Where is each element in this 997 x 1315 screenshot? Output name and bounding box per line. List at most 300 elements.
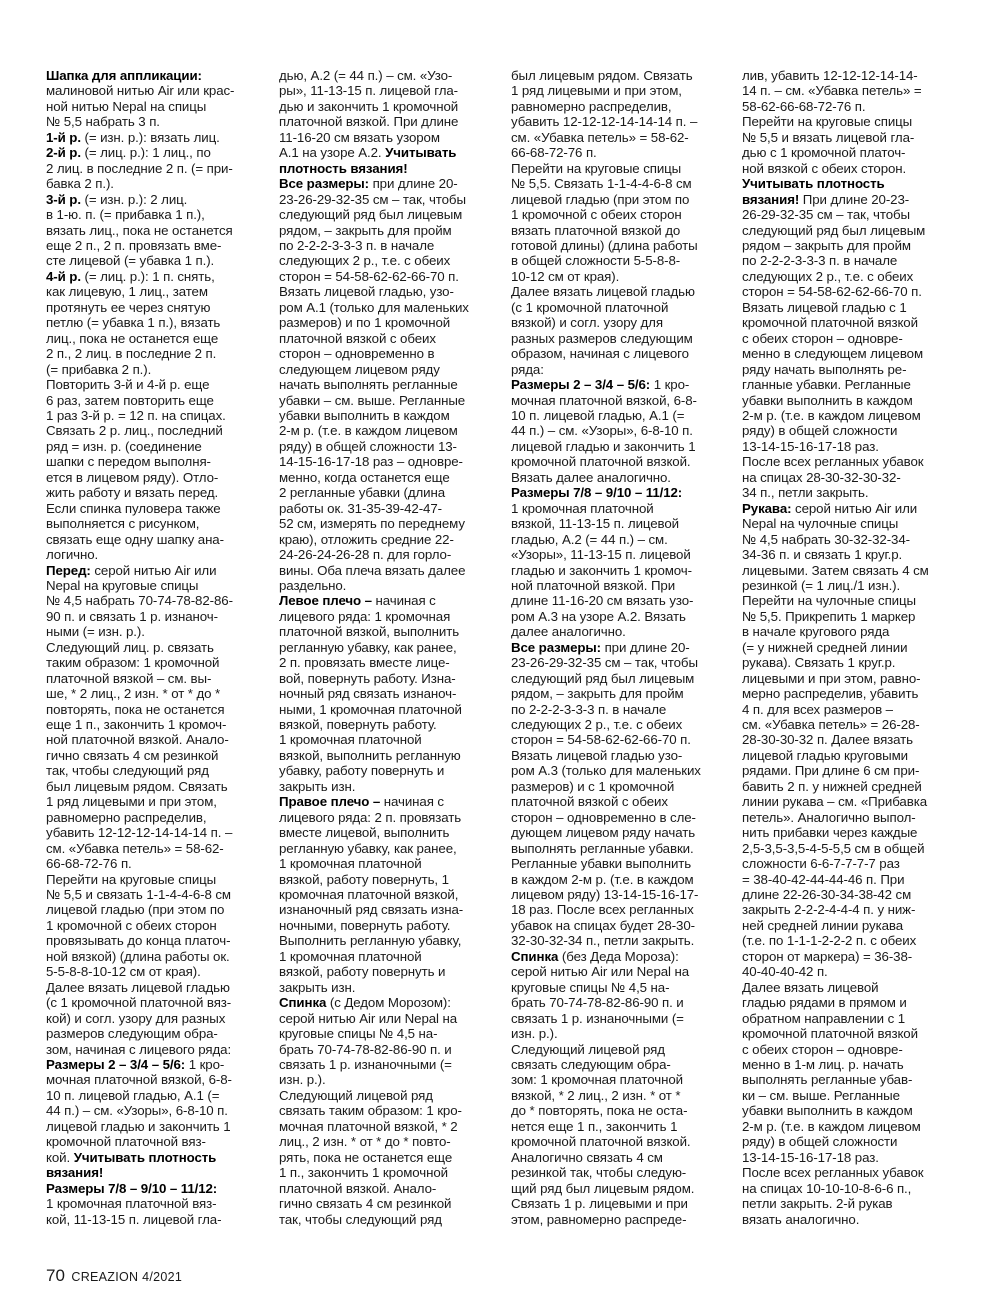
text-line <box>46 114 261 129</box>
body-text: регланную убавку, как ранее, <box>279 840 457 856</box>
body-text: готовой длины) (длина работы <box>511 237 698 253</box>
body-text: малиновой нитью Air или крас- <box>46 83 235 99</box>
text-line <box>279 331 494 346</box>
body-text: 2 п., 2 лиц. в последние 2 п. <box>46 346 217 362</box>
text-line <box>46 130 261 145</box>
text-line <box>279 377 494 392</box>
text-line <box>279 1103 494 1118</box>
body-text: линии рукава – см. «Прибавка <box>742 794 927 810</box>
text-line <box>46 223 261 238</box>
text-line <box>511 547 726 562</box>
body-text: по 2-2-2-3-3-3 п. в начале <box>742 253 898 269</box>
text-line <box>279 763 494 778</box>
text-line <box>511 1011 726 1026</box>
body-text: ными (= изн. р.). <box>46 624 145 640</box>
body-text: далее аналогично. <box>511 624 626 640</box>
text-line <box>46 640 261 655</box>
body-text: с обеих сторон – одновре- <box>742 1041 903 1057</box>
body-text: (= у нижней средней линии <box>742 639 908 655</box>
body-text: вместе лицевой, выполнить <box>279 825 450 841</box>
body-text: лицевыми. Затем связать 4 см <box>742 562 929 578</box>
body-text: убавки выполнить в каждом <box>742 1103 913 1119</box>
text-line <box>742 1026 957 1041</box>
body-text: следующих 2 р., т.е. с обеих <box>511 717 683 733</box>
body-text: ряд = изн. р. (соединение <box>46 438 202 454</box>
text-line <box>46 779 261 794</box>
text-line <box>742 161 957 176</box>
text-line <box>742 717 957 732</box>
text-line <box>742 593 957 608</box>
text-line <box>279 161 494 176</box>
bold-heading-text: вязания! <box>46 1165 104 1181</box>
body-text: гладью рядами в прямом и <box>742 995 907 1011</box>
text-line <box>46 300 261 315</box>
body-text: При длине 20-23- <box>799 191 910 207</box>
text-line <box>511 1042 726 1057</box>
text-line <box>511 454 726 469</box>
text-line <box>279 1011 494 1026</box>
text-line <box>279 872 494 887</box>
text-line <box>511 1181 726 1196</box>
text-line <box>46 501 261 516</box>
body-text: Вязать лицевой гладью узо- <box>511 747 683 763</box>
text-line <box>46 454 261 469</box>
body-text: так, чтобы следующий ряд <box>46 763 209 779</box>
text-line <box>46 578 261 593</box>
body-text: еще 1 п., закончить 1 кромоч- <box>46 717 227 733</box>
text-line <box>742 655 957 670</box>
text-line <box>46 980 261 995</box>
body-text: брать 70-74-78-82-86-90 п. и <box>279 1041 452 1057</box>
body-text: убавку, работу повернуть и <box>279 763 445 779</box>
body-text: 2-м р. (т.е. в каждом лицевом <box>742 407 921 423</box>
text-line <box>46 748 261 763</box>
text-line <box>279 856 494 871</box>
body-text: мочная платочной вязкой, 6-8- <box>511 392 697 408</box>
text-line <box>46 732 261 747</box>
body-text: Перейти на круговые спицы <box>46 871 217 887</box>
text-line <box>279 1072 494 1087</box>
body-text: лив, убавить 12-12-12-14-14- <box>742 68 918 83</box>
text-line <box>279 1134 494 1149</box>
text-line <box>279 902 494 917</box>
text-line <box>511 145 726 160</box>
text-line <box>279 1088 494 1103</box>
text-line <box>511 902 726 917</box>
text-line <box>511 980 726 995</box>
text-line <box>742 887 957 902</box>
body-text: шапки с передом выполня- <box>46 454 211 470</box>
body-text: вязкой, повернуть работу. <box>279 717 437 733</box>
body-text: вязкой, выполнить регланную <box>279 747 461 763</box>
body-text: таким образом: 1 кромочной <box>46 655 220 671</box>
body-text: ром А.3 на узоре А.2. Вязать <box>511 608 686 624</box>
text-line <box>742 207 957 222</box>
text-line <box>279 593 494 608</box>
bold-heading-text: Учитывать плотность <box>73 1149 217 1165</box>
body-text: 4 п. для всех размеров – <box>742 701 893 717</box>
bold-heading-text: 3-й р. <box>46 191 81 207</box>
text-line <box>279 995 494 1010</box>
body-text: связать 1 р. изнаночными (= <box>279 1057 452 1072</box>
body-text: см. «Убавка петель» = 26-28- <box>742 717 920 733</box>
body-text: Далее вязать лицевой <box>742 979 879 995</box>
text-line <box>46 1103 261 1118</box>
body-text: ше, * 2 лиц., 2 изн. * от * до * <box>46 686 221 702</box>
text-line <box>511 1057 726 1072</box>
text-line <box>511 516 726 531</box>
text-line <box>742 315 957 330</box>
body-text: раздельно. <box>279 577 347 593</box>
text-line <box>46 377 261 392</box>
bold-heading-text: Размеры 7/8 – 9/10 – 11/12: <box>46 1180 218 1196</box>
text-line <box>511 284 726 299</box>
body-text: лиц., 2 изн. * от * до * повто- <box>279 1134 451 1150</box>
body-text: ром А.1 (только для маленьких <box>279 299 469 315</box>
text-line <box>46 346 261 361</box>
body-text: лиц., пока не останется еще <box>46 330 219 346</box>
body-text: ной платочной вязкой. Анало- <box>46 732 229 748</box>
text-line <box>511 732 726 747</box>
body-text: 23-26-29-32-35 см – так, чтобы <box>279 191 466 207</box>
text-line <box>742 532 957 547</box>
text-line <box>742 702 957 717</box>
text-line <box>279 748 494 763</box>
body-text: ной нитью Nepal на спицы <box>46 98 207 114</box>
text-line <box>511 748 726 763</box>
body-text: 1 кромочной с обеих сторон <box>46 917 217 933</box>
body-text: круговые спицы № 4,5 на- <box>279 1026 438 1042</box>
text-line <box>46 671 261 686</box>
body-text: повторять, пока не останется <box>46 701 225 717</box>
body-text: убавки – см. выше. Регланные <box>279 392 466 408</box>
body-text: 40-40-40-42 п. <box>742 964 828 980</box>
text-line <box>279 501 494 516</box>
text-line <box>279 702 494 717</box>
text-line <box>742 516 957 531</box>
body-text: лицевой гладью и закончить 1 <box>511 438 696 454</box>
text-line <box>742 485 957 500</box>
body-text: ней средней линии рукава <box>742 917 904 933</box>
text-line <box>511 655 726 670</box>
bold-heading-text: Размеры 2 – 3/4 – 5/6: <box>511 377 651 393</box>
text-line <box>279 223 494 238</box>
body-text: 24-26-24-26-28 п. для горло- <box>279 547 452 563</box>
body-text: по 2-2-2-3-3-3 п. в начале <box>511 701 667 717</box>
text-line <box>742 640 957 655</box>
bold-heading-text: 1-й р. <box>46 129 81 145</box>
text-line <box>511 671 726 686</box>
text-line <box>511 377 726 392</box>
body-text: Аналогично связать 4 см <box>511 1149 663 1165</box>
body-text: ночный ряд связать изнаноч- <box>279 686 457 702</box>
text-line <box>279 547 494 562</box>
text-line <box>279 269 494 284</box>
body-text: платочной вязкой с обеих <box>511 794 668 810</box>
text-line <box>511 501 726 516</box>
text-line <box>279 439 494 454</box>
body-text: платочной вязкой. Анало- <box>279 1180 437 1196</box>
text-column-3 <box>511 68 726 1227</box>
body-text: рядом, – закрыть для пройм <box>511 686 684 702</box>
body-text: логично. <box>46 547 99 563</box>
body-text: 1 кромочная платочной <box>279 732 422 748</box>
body-text: платочной вязкой, выполнить <box>279 624 460 640</box>
text-line <box>279 253 494 268</box>
text-line <box>742 578 957 593</box>
text-line <box>46 686 261 701</box>
body-text: 5-5-8-8-10-12 см от края). <box>46 964 201 980</box>
body-text: 11-16-20 см вязать узором <box>279 129 440 145</box>
text-line <box>742 346 957 361</box>
body-text: 2-м р. (т.е. в каждом лицевом <box>279 423 458 439</box>
text-line <box>279 393 494 408</box>
body-text: Следующий лицевой ряд <box>511 1041 665 1057</box>
body-text: 14 п. – см. «Убавка петель» = <box>742 83 922 99</box>
body-text: 44 п.) – см. «Узоры», 6-8-10 п. <box>46 1103 228 1119</box>
text-line <box>46 872 261 887</box>
body-text: следующий ряд был лицевым <box>279 207 463 223</box>
text-column-2 <box>279 68 494 1227</box>
body-text: 34-36 п. и связать 1 круг.р. <box>742 547 903 563</box>
body-text: кой. <box>46 1149 74 1165</box>
body-text: 52 см, измерять по переднему <box>279 516 465 532</box>
text-line <box>279 284 494 299</box>
text-line <box>511 995 726 1010</box>
body-text: 10 п. лицевой гладью, А.1 (= <box>46 1087 220 1103</box>
bold-heading-text: плотность вязания! <box>279 160 408 176</box>
text-line <box>279 532 494 547</box>
text-line <box>46 176 261 191</box>
text-line <box>279 470 494 485</box>
body-text: 10-12 см от края). <box>511 268 620 284</box>
body-text: еще 2 п., 2 п. провязать вме- <box>46 237 222 253</box>
body-text: (с 1 кромочной платочной <box>511 299 669 315</box>
text-line <box>279 717 494 732</box>
text-line <box>511 1088 726 1103</box>
body-text: После всех регланных убавок <box>742 1165 924 1181</box>
text-line <box>511 1165 726 1180</box>
body-text: был лицевым рядом. Связать <box>46 778 228 794</box>
body-text: дью и закончить 1 кромочной <box>279 98 459 114</box>
text-line <box>279 454 494 469</box>
text-line <box>46 856 261 871</box>
body-text: регланную убавку, как ранее, <box>279 639 457 655</box>
body-text: вязкой, работу повернуть и <box>279 964 446 980</box>
text-column-1 <box>46 68 261 1227</box>
bold-heading-text: Учитывать <box>385 145 457 161</box>
text-line <box>742 83 957 98</box>
text-line <box>279 655 494 670</box>
text-line <box>46 253 261 268</box>
text-line <box>279 609 494 624</box>
text-line <box>511 331 726 346</box>
body-text: 1 кромочная платочной <box>279 856 422 872</box>
text-line <box>742 1212 957 1227</box>
text-line <box>279 1150 494 1165</box>
body-text: рукава). Связать 1 круг.р. <box>742 655 896 671</box>
body-text: резинкой так, чтобы следую- <box>511 1165 687 1181</box>
body-text: размеров) и по 1 кромочной <box>279 315 451 331</box>
text-line <box>46 1011 261 1026</box>
text-line <box>742 454 957 469</box>
text-line <box>279 686 494 701</box>
text-line <box>742 192 957 207</box>
body-text: 13-14-15-16-17-18 раз. <box>742 1149 879 1165</box>
bold-heading-text: Учитывать плотность <box>742 176 885 192</box>
bold-heading-text: Перед: <box>46 562 91 578</box>
text-line <box>46 83 261 98</box>
text-line <box>46 933 261 948</box>
body-text: рядом, – закрыть для пройм <box>279 222 452 238</box>
text-line <box>742 748 957 763</box>
text-line <box>46 269 261 284</box>
body-text: щий ряд был лицевым рядом. <box>511 1180 695 1196</box>
body-text: вязать аналогично. <box>742 1211 860 1227</box>
body-text: на спицах 10-10-10-8-6-6 п., <box>742 1180 912 1196</box>
body-text: Вязать лицевой гладью с 1 <box>742 299 907 315</box>
body-text: № 5,5. Связать 1-1-4-4-6-8 см <box>511 176 692 192</box>
text-line <box>279 887 494 902</box>
body-text: ной вязкой с обеих сторон. <box>742 160 907 176</box>
body-text: лицевой гладью (при этом по <box>511 191 690 207</box>
text-line <box>279 980 494 995</box>
body-text: этом, равномерно распреде- <box>511 1211 687 1227</box>
text-line <box>742 1150 957 1165</box>
body-text: гично связать 4 см резинкой <box>279 1196 452 1212</box>
text-line <box>511 872 726 887</box>
body-text: сторон – одновременно в <box>279 346 435 362</box>
body-text: (без Деда Мороза): <box>558 948 679 964</box>
body-text: № 5,5 и вязать лицевой гла- <box>742 129 915 145</box>
body-text: изн. р.). <box>279 1072 326 1088</box>
body-text: Если спинка пуловера также <box>46 500 221 516</box>
body-text: «Узоры», 11-13-15 п. лицевой <box>511 547 691 563</box>
text-line <box>742 1042 957 1057</box>
text-line <box>511 1072 726 1087</box>
text-line <box>46 655 261 670</box>
body-text: обратном направлении с 1 <box>742 1010 906 1026</box>
bold-heading-text: Спинка <box>279 995 327 1011</box>
body-text: на спицах 28-30-32-30-32- <box>742 469 901 485</box>
text-line <box>511 269 726 284</box>
text-line <box>511 1212 726 1227</box>
text-line <box>279 192 494 207</box>
text-line <box>742 253 957 268</box>
body-text: № 5,5 и связать 1-1-4-4-6-8 см <box>46 887 231 903</box>
text-line <box>279 949 494 964</box>
body-text: Выполнить регланную убавку, <box>279 933 462 949</box>
body-text: Вязать лицевой гладью, узо- <box>279 284 454 300</box>
body-text: по 2-2-2-3-3-3 п. в начале <box>279 237 435 253</box>
text-line <box>279 1119 494 1134</box>
text-line <box>279 300 494 315</box>
text-column-4 <box>742 68 957 1227</box>
bold-heading-text: Рукава: <box>742 500 792 516</box>
body-text: лицевой гладью и закончить 1 <box>46 1118 231 1134</box>
bold-heading-text: 2-й р. <box>46 145 81 161</box>
text-line <box>46 841 261 856</box>
body-text: в начале кругового ряда <box>742 624 890 640</box>
text-line <box>511 856 726 871</box>
body-text: кромочной платочной вязкой <box>742 315 918 331</box>
body-text: петель». Аналогично выпол- <box>742 809 916 825</box>
body-text: 26-29-32-35 см – так, чтобы <box>742 207 910 223</box>
bold-heading-text: вязания! <box>742 191 800 207</box>
body-text: 32-30-32-34 п., петли закрыть. <box>511 933 695 949</box>
text-line <box>279 114 494 129</box>
text-line <box>511 532 726 547</box>
body-text: в каждом 2-м р. (т.е. в каждом <box>511 871 694 887</box>
text-line <box>46 331 261 346</box>
body-text: (с Дедом Морозом): <box>326 995 451 1011</box>
text-line <box>742 1072 957 1087</box>
body-text: гладью, А.2 (= 44 п.) – см. <box>511 531 668 547</box>
page-footer <box>46 1266 182 1286</box>
text-line <box>511 161 726 176</box>
text-line <box>511 1196 726 1211</box>
body-text: круговые спицы № 4,5 на- <box>511 979 670 995</box>
text-line <box>742 624 957 639</box>
body-text: убавить 12-12-12-14-14-14 п. – <box>46 825 233 841</box>
body-text: (т.е. по 1-1-1-2-2-2 п. с обеих <box>742 933 917 949</box>
text-line <box>511 825 726 840</box>
body-text: 10 п. лицевой гладью, А.1 (= <box>511 407 685 423</box>
bold-heading-text: Левое плечо – <box>279 593 372 609</box>
body-text: убавки выполнить в каждом <box>279 407 450 423</box>
text-line <box>46 68 261 83</box>
text-line <box>279 516 494 531</box>
body-text: 2 п. провязать вместе лице- <box>279 655 450 671</box>
body-text: зом, начиная с лицевого ряда: <box>46 1041 232 1057</box>
text-line <box>511 841 726 856</box>
body-text: гланные убавки. Регланные <box>742 377 911 393</box>
body-text: вины. Оба плеча вязать далее <box>279 562 466 578</box>
text-line <box>279 1181 494 1196</box>
text-line <box>742 223 957 238</box>
body-text: 6 раз, затем повторить еще <box>46 392 214 408</box>
text-line <box>511 83 726 98</box>
text-line <box>742 362 957 377</box>
body-text: 1 кромочная платочной <box>511 500 654 516</box>
text-line <box>279 408 494 423</box>
text-line <box>46 145 261 160</box>
body-text: бавить 2 п. у нижней средней <box>742 778 922 794</box>
body-text: 66-68-72-76 п. <box>511 145 597 161</box>
body-text: сторон от маркера) = 36-38- <box>742 948 913 964</box>
body-text: следующем лицевом ряду <box>279 361 440 377</box>
text-line <box>742 145 957 160</box>
body-text: Вязать далее аналогично. <box>511 469 671 485</box>
body-text: 1 кро- <box>185 1057 225 1072</box>
text-line <box>46 1165 261 1180</box>
text-line <box>511 176 726 191</box>
body-text: ется в лицевом ряду). Отло- <box>46 469 219 485</box>
body-text: кромочной платочной вязкой <box>742 1026 918 1042</box>
text-line <box>742 1134 957 1149</box>
body-text: № 4,5 набрать 70-74-78-82-86- <box>46 593 233 609</box>
body-text: работы ок. 31-35-39-42-47- <box>279 500 442 516</box>
text-line <box>46 1196 261 1211</box>
body-text: 2,5-3,5-3,5-4-5-5,5 см в общей <box>742 840 925 856</box>
text-line <box>742 423 957 438</box>
body-text: 1 п., закончить 1 кромочной <box>279 1165 448 1181</box>
body-text: следующий ряд был лицевым <box>742 222 926 238</box>
bold-heading-text: Все размеры: <box>279 176 369 192</box>
text-line <box>511 918 726 933</box>
body-text: менно в следующем лицевом <box>742 346 923 362</box>
body-text: кромочной платочной вяз- <box>46 1134 206 1150</box>
